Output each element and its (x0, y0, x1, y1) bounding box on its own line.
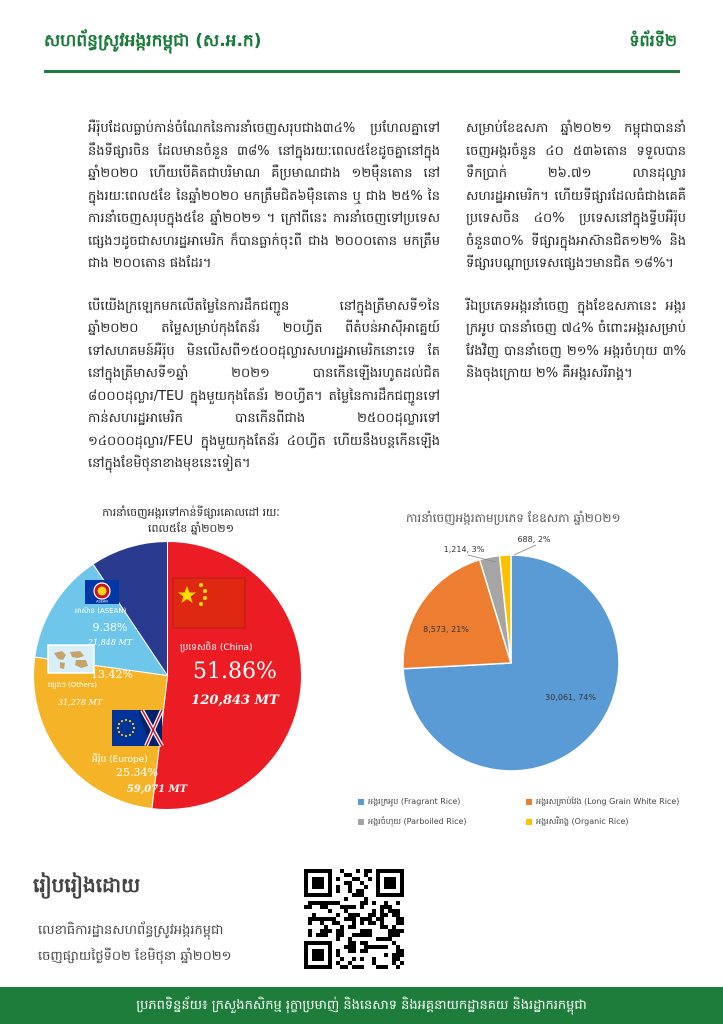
slice-percent: 13.42% (91, 668, 133, 681)
slice-data-label: 30,061, 74% (545, 693, 596, 702)
destination-chart-title: ការនាំចេញអង្ករទៅកាន់ទីផ្សារគោលដៅ រយៈពេល៥ខែ ឆ្នាំ២០២១ (102, 506, 280, 535)
body-text-left (88, 118, 440, 496)
destination-pie-chart (30, 538, 305, 813)
paragraph: សម្រាប់ខែឧសភា ឆ្នាំ២០២១ កម្ពុជាបាននាំចេញអង្ករចំនួន ៤០ ៥៣៦តោន ទទួលបានទឹកប្រាក់ ២៦.៧១ លានដុល្លារសហរដ្ឋអាមេរិក។ ហើយទីផ្សារដែលធំជាងគេគឺ ប្រទេសចិន ៤០% ប្រទេសនៅក្នុងទ្វីបអឺរ៉ុប ចំនួន៣០% ទីផ្សារក្នុងអាស៊ានជិត១២% និង ទីផ្សារបណ្តាប្រទេសផ្សេងៗមានជិត ១៨%។ (466, 121, 686, 271)
rice-type-pie-chart (346, 500, 704, 790)
body-text-right (466, 118, 686, 406)
slice-percent: 51.86% (193, 659, 277, 684)
paragraph: រីឯប្រភេទអង្ករនាំចេញ ក្នុងខែឧសភានេះ អង្ករក្រអូប បាននាំចេញ ៧៤% ចំពោះអង្ករសម្រាប់វែងវិញ បាននាំចេញ ២១% អង្ករចំហុយ ៣% និងចុងក្រោយ ២% គឺអង្ករសរីរាង្គ។ (466, 298, 686, 381)
slice-value: 31,278 MT (57, 698, 103, 707)
slice-value: 59,071 MT (126, 784, 188, 795)
publication-date: ចេញផ្សាយថ្ងៃទី០២ ខែមិថុនា ឆ្នាំ២០២១ (38, 949, 232, 964)
slice-percent: 9.38% (92, 621, 128, 634)
page-number: ទំព័រទី២ (629, 31, 677, 50)
prepared-by-heading: រៀបរៀងដោយ (33, 873, 141, 897)
slice-percent: 25.34% (116, 766, 158, 779)
prepared-by-organization: លេខាធិការដ្ឋានសហព័ន្ធស្រូវអង្ករកម្ពុជា (38, 923, 224, 938)
paragraph: បើយើងក្រឡេកមកលើតម្លៃនៃការដឹកជញ្ជូន នៅក្នុងត្រីមាសទី១នៃឆ្នាំ២០២០ តម្លៃសម្រាប់កុងតែន័រ ២០ហ្វីត ពីតំបន់អាស៊ីអាគ្នេយ៍ទៅសហគមន៍អឺរ៉ុប មិនលើសពី១៥០០ដុល្លារសហរដ្ឋអាមេរិកនោះទេ តែនៅក្នុងត្រីមាសទី១ឆ្នាំ ២០២១ បានកើនឡើងរហូតដល់ជិត ៨០០០ដុល្លារ/TEU ក្នុងមួយកុងតែន័រ ២០ហ្វីត។ តម្លៃនៃការដឹកជញ្ជូនទៅកាន់សហរដ្ឋអាមេរិក បានកើនពីជាង ២៥០០ដុល្លារទៅ ១៤០០០ដុល្លារ/FEU ក្នុងមួយកុងតែន័រ ៤០ហ្វីត ហើយនឹងបន្តកើនឡើងនៅក្នុងខែមិថុនាខាងមុខនេះទៀត។ (88, 298, 440, 471)
eu-uk-flag-icon (112, 710, 162, 746)
legend-item: អង្ករក្រអូប (Fragrant Rice) (358, 796, 460, 808)
legend-item: អង្ករសគ្រាប់វែង (Long Grain White Rice) (526, 796, 679, 808)
china-flag-icon (173, 578, 245, 628)
qr-code-icon[interactable] (304, 869, 404, 969)
slice-label: អឺរ៉ុប (Europe) (92, 755, 148, 765)
organization-name: សហព័ន្ធស្រូវអង្ករកម្ពុជា (ស.អ.ក) (44, 31, 262, 51)
legend-item: អង្ករចំហុយ (Parboiled Rice) (358, 816, 467, 828)
legend-item: អង្ករសរីរាង្គ (Organic Rice) (526, 816, 629, 828)
slice-data-label: 8,573, 21% (423, 625, 469, 634)
data-source: ប្រភពទិន្នន័យ៖ ក្រសួងកសិកម្ម រុក្ខាប្រមាញ់ និងនេសាទ និងអគ្គនាយកដ្ឋានគយ និងរដ្ឋាករកម្ពុជា (136, 998, 587, 1013)
footer-bar (0, 987, 723, 1024)
slice-value: 120,843 MT (191, 693, 279, 708)
slice-data-label: 688, 2% (517, 535, 551, 544)
header-divider (44, 70, 680, 73)
slice-label: ផ្សេងៗ (Others) (48, 681, 98, 689)
slice-label: ប្រទេសចិន (China) (180, 643, 253, 653)
svg-text:ASEAN: ASEAN (96, 599, 108, 604)
slice-label: អាស៊ាន (ASEAN) (75, 607, 127, 615)
slice-value: 21,848 MT (87, 638, 133, 647)
rice-type-chart-title: ការនាំចេញអង្ករតាមប្រភេទ ខែឧសភា ឆ្នាំ២០២១ (406, 511, 621, 525)
slice-data-label: 1,214, 3% (443, 545, 485, 554)
paragraph: អឺរ៉ុបដែលធ្លាប់កាន់ចំណែកនៃការនាំចេញសរុបជាង៣៤% ប្រហែលគ្នាទៅនឹងទីផ្សារចិន ដែលមានចំនួន ៣៨% នៅក្នុងរយៈពេល៥ខែដូចគ្នានៅក្នុងឆ្នាំ២០២០ ហើយបើគិតជាបរិមាណ គឺប្រមាណជាង ១២ម៉ឺនតោន នៅក្នុងរយៈពេល៥ខែ នៃឆ្នាំ២០២០ មកត្រឹមជិត៦ម៉ឺនតោន ឬ ជាង ២៥% នៃការនាំចេញសរុបក្នុង៥ខែ ឆ្នាំ២០២១ ។ ក្រៅពីនេះ ការនាំចេញទៅប្រទេសផ្សេងៗដូចជាសហរដ្ឋអាមេរិក ក៏បានធ្លាក់ចុះពី ជាង ២០០០តោន មកត្រឹមជាង ២០០តោន ផងដែរ។ (88, 121, 440, 271)
asean-flag-icon (85, 580, 119, 604)
rice-type-chart (346, 500, 704, 845)
world-map-icon (48, 645, 94, 673)
page-header (0, 0, 723, 78)
